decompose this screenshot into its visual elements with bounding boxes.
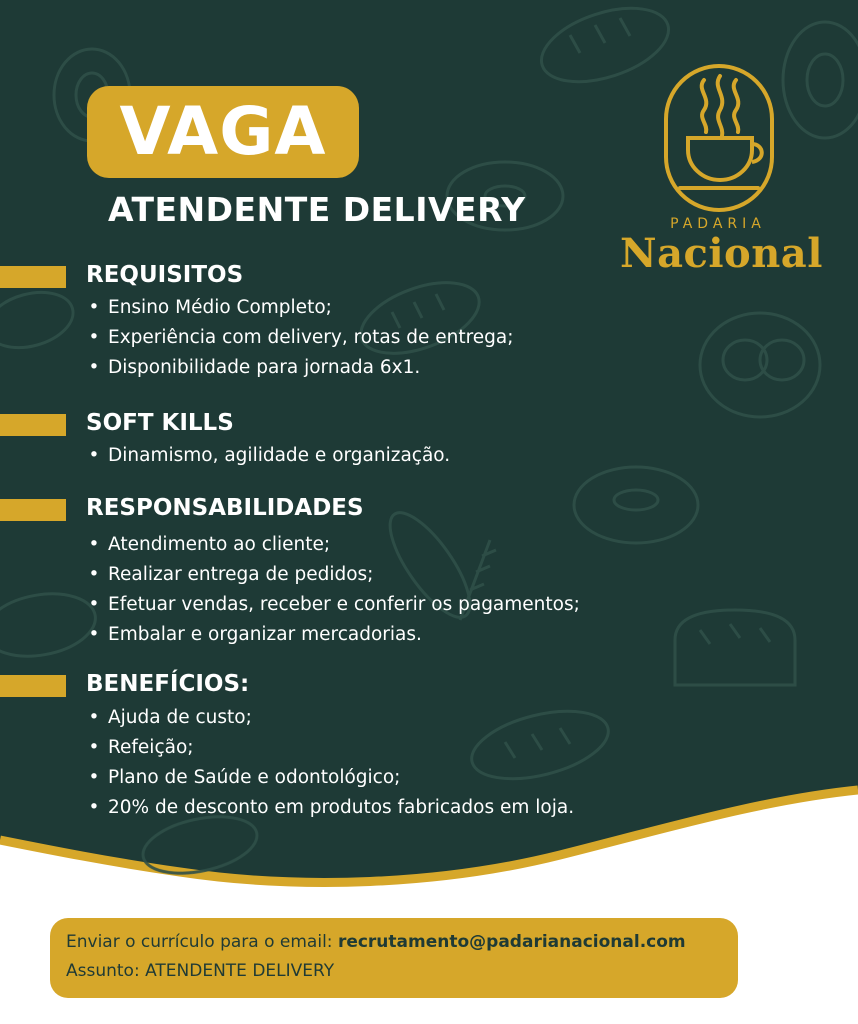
list-item	[88, 620, 580, 650]
section-list	[88, 441, 450, 471]
list-item	[88, 353, 513, 383]
bullet: •	[88, 737, 100, 758]
section-bar	[0, 675, 66, 697]
contact-email-link[interactable]: recrutamento@padarianacional.com	[337, 932, 686, 952]
list-item	[88, 293, 513, 323]
list-item-text: Plano de Saúde e odontológico;	[108, 767, 401, 788]
list-item-text: Realizar entrega de pedidos;	[108, 564, 374, 585]
steaming-cup-icon	[660, 62, 778, 214]
contact-subject-line: Assunto: ATENDENTE DELIVERY	[66, 961, 335, 981]
section-bar	[0, 266, 66, 288]
list-item-text: 20% de desconto em produtos fabricados em loja.	[108, 797, 575, 818]
section-list	[88, 703, 574, 823]
brand-logo	[620, 62, 823, 277]
contact-box	[50, 918, 738, 998]
bullet: •	[88, 624, 100, 645]
section-bar	[0, 414, 66, 436]
bullet: •	[88, 357, 100, 378]
logo-brand-name: Nacional	[620, 230, 823, 277]
list-item-text: Atendimento ao cliente;	[108, 534, 331, 555]
contact-email-prefix: Enviar o currículo para o email:	[66, 932, 338, 952]
section-bar	[0, 499, 66, 521]
list-item	[88, 703, 574, 733]
contact-email-line	[66, 932, 686, 952]
bullet: •	[88, 707, 100, 728]
list-item-text: Refeição;	[108, 737, 194, 758]
list-item-text: Experiência com delivery, rotas de entrega;	[108, 327, 514, 348]
vaga-badge-text: VAGA	[119, 93, 327, 170]
list-item-text: Dinamismo, agilidade e organização.	[108, 445, 451, 466]
bullet: •	[88, 594, 100, 615]
job-title: ATENDENTE DELIVERY	[108, 190, 526, 229]
list-item	[88, 441, 450, 471]
section-heading: RESPONSABILIDADES	[86, 495, 364, 521]
list-item	[88, 763, 574, 793]
list-item	[88, 733, 574, 763]
list-item	[88, 793, 574, 823]
bullet: •	[88, 297, 100, 318]
bullet: •	[88, 445, 100, 466]
list-item	[88, 590, 580, 620]
section-heading: BENEFÍCIOS:	[86, 671, 250, 697]
bullet: •	[88, 767, 100, 788]
section-heading: SOFT KILLS	[86, 410, 234, 436]
section-list	[88, 530, 580, 650]
section-list	[88, 293, 513, 383]
list-item-text: Ajuda de custo;	[108, 707, 252, 728]
bullet: •	[88, 564, 100, 585]
bullet: •	[88, 534, 100, 555]
list-item	[88, 530, 580, 560]
list-item	[88, 323, 513, 353]
section-heading: REQUISITOS	[86, 262, 244, 288]
list-item-text: Efetuar vendas, receber e conferir os pagamentos;	[108, 594, 580, 615]
vaga-badge	[87, 86, 359, 178]
list-item-text: Ensino Médio Completo;	[108, 297, 332, 318]
logo-padaria-text: PADARIA	[670, 216, 766, 232]
bullet: •	[88, 327, 100, 348]
list-item-text: Disponibilidade para jornada 6x1.	[108, 357, 421, 378]
list-item	[88, 560, 580, 590]
bullet: •	[88, 797, 100, 818]
list-item-text: Embalar e organizar mercadorias.	[108, 624, 422, 645]
